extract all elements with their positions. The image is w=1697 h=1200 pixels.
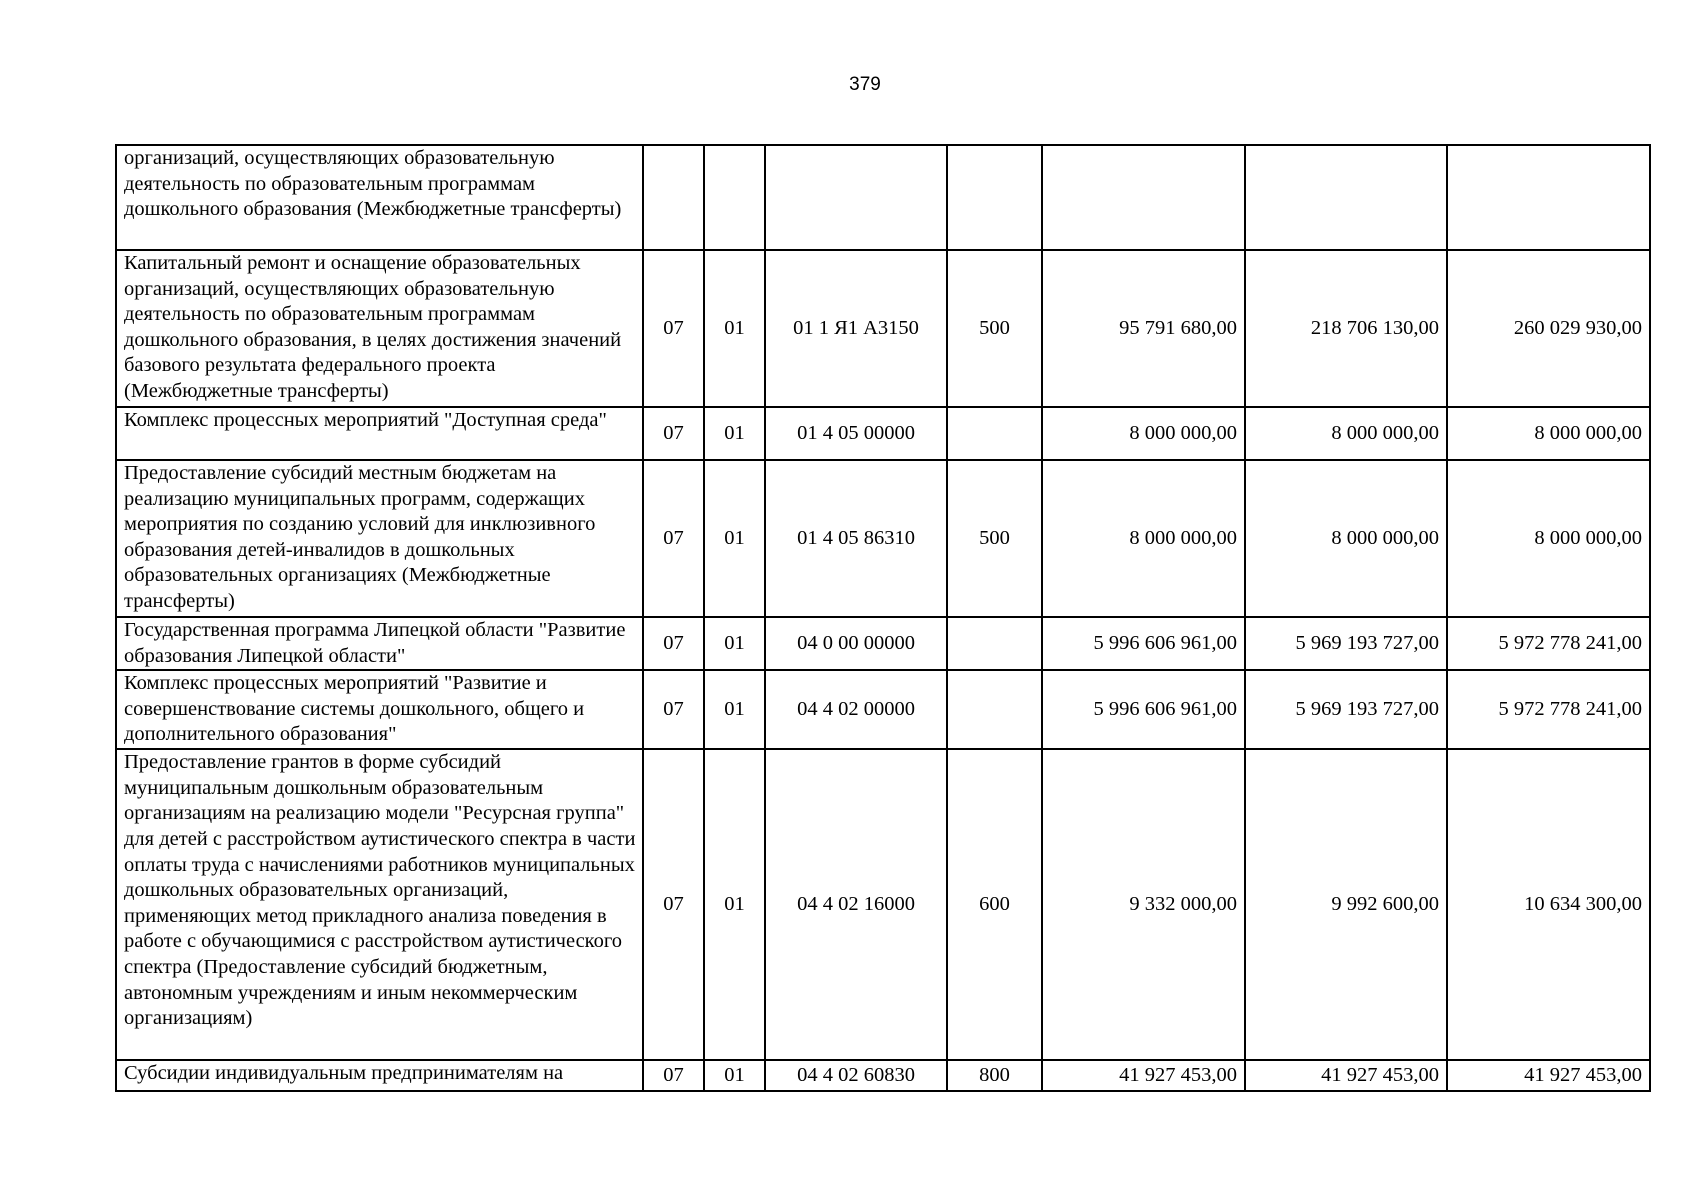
section-code-cell: 07 bbox=[643, 617, 704, 670]
subsection-code-cell: 01 bbox=[704, 1060, 765, 1091]
amount-year-1-cell: 8 000 000,00 bbox=[1042, 407, 1245, 460]
table-row bbox=[116, 145, 1650, 250]
section-code-cell: 07 bbox=[643, 460, 704, 617]
amount-year-2-cell: 5 969 193 727,00 bbox=[1245, 617, 1447, 670]
section-code-cell: 07 bbox=[643, 250, 704, 407]
amount-year-3-cell: 41 927 453,00 bbox=[1447, 1060, 1650, 1091]
amount-year-1-cell: 9 332 000,00 bbox=[1042, 749, 1245, 1060]
target-item-code-cell: 04 4 02 16000 bbox=[765, 749, 947, 1060]
table-row bbox=[116, 250, 1650, 407]
target-item-code-cell: 01 4 05 86310 bbox=[765, 460, 947, 617]
subsection-code-cell: 01 bbox=[704, 250, 765, 407]
expense-type-code-cell bbox=[947, 670, 1042, 749]
amount-year-2-cell: 8 000 000,00 bbox=[1245, 460, 1447, 617]
subsection-code-cell: 01 bbox=[704, 407, 765, 460]
expense-type-code-cell bbox=[947, 617, 1042, 670]
row-name-cell: организаций, осуществляющих образовательную деятельность по образовательным программам дошкольного образования (Межбюджетные трансферты) bbox=[116, 145, 643, 250]
expense-type-code-cell: 500 bbox=[947, 250, 1042, 407]
table-row bbox=[116, 407, 1650, 460]
amount-year-3-cell: 10 634 300,00 bbox=[1447, 749, 1650, 1060]
amount-year-2-cell bbox=[1245, 145, 1447, 250]
expense-type-code-cell: 500 bbox=[947, 460, 1042, 617]
section-code-cell bbox=[643, 145, 704, 250]
amount-year-1-cell bbox=[1042, 145, 1245, 250]
table-row bbox=[116, 749, 1650, 1060]
amount-year-3-cell: 8 000 000,00 bbox=[1447, 407, 1650, 460]
section-code-cell: 07 bbox=[643, 670, 704, 749]
subsection-code-cell bbox=[704, 145, 765, 250]
page-number: 379 bbox=[849, 74, 881, 95]
amount-year-1-cell: 95 791 680,00 bbox=[1042, 250, 1245, 407]
subsection-code-cell: 01 bbox=[704, 460, 765, 617]
row-name-cell: Комплекс процессных мероприятий "Развитие и совершенствование системы дошкольного, общего и дополнительного образования" bbox=[116, 670, 643, 749]
row-name-cell: Субсидии индивидуальным предпринимателям на bbox=[116, 1060, 643, 1091]
row-name-cell: Комплекс процессных мероприятий "Доступная среда" bbox=[116, 407, 643, 460]
section-code-cell: 07 bbox=[643, 749, 704, 1060]
expense-type-code-cell bbox=[947, 145, 1042, 250]
table-row bbox=[116, 670, 1650, 749]
table-row bbox=[116, 1060, 1650, 1091]
expense-type-code-cell bbox=[947, 407, 1042, 460]
amount-year-2-cell: 8 000 000,00 bbox=[1245, 407, 1447, 460]
budget-table bbox=[115, 144, 1651, 1092]
subsection-code-cell: 01 bbox=[704, 749, 765, 1060]
section-code-cell: 07 bbox=[643, 407, 704, 460]
amount-year-1-cell: 8 000 000,00 bbox=[1042, 460, 1245, 617]
amount-year-3-cell: 5 972 778 241,00 bbox=[1447, 617, 1650, 670]
target-item-code-cell: 01 1 Я1 А3150 bbox=[765, 250, 947, 407]
amount-year-2-cell: 5 969 193 727,00 bbox=[1245, 670, 1447, 749]
row-name-cell: Предоставление субсидий местным бюджетам на реализацию муниципальных программ, содержащих мероприятия по созданию условий для инклюзивного образования детей-инвалидов в дошкольных образовательных организациях (Межбюджетные трансферты) bbox=[116, 460, 643, 617]
row-name-cell: Предоставление грантов в форме субсидий муниципальным дошкольным образовательным организациям на реализацию модели "Ресурсная группа" для детей с расстройством аутистического спектра в части оплаты труда с начислениями работников муниципальных дошкольных образовательных организаций, применяющих метод прикладного анализа поведения в работе с обучающимися с расстройством аутистического спектра (Предоставление субсидий бюджетным, автономным учреждениям и иным некоммерческим организациям) bbox=[116, 749, 643, 1060]
table-row bbox=[116, 617, 1650, 670]
target-item-code-cell: 04 4 02 00000 bbox=[765, 670, 947, 749]
amount-year-2-cell: 218 706 130,00 bbox=[1245, 250, 1447, 407]
amount-year-3-cell: 8 000 000,00 bbox=[1447, 460, 1650, 617]
amount-year-3-cell: 5 972 778 241,00 bbox=[1447, 670, 1650, 749]
amount-year-2-cell: 41 927 453,00 bbox=[1245, 1060, 1447, 1091]
amount-year-1-cell: 5 996 606 961,00 bbox=[1042, 617, 1245, 670]
subsection-code-cell: 01 bbox=[704, 617, 765, 670]
subsection-code-cell: 01 bbox=[704, 670, 765, 749]
amount-year-2-cell: 9 992 600,00 bbox=[1245, 749, 1447, 1060]
target-item-code-cell: 01 4 05 00000 bbox=[765, 407, 947, 460]
target-item-code-cell: 04 4 02 60830 bbox=[765, 1060, 947, 1091]
amount-year-1-cell: 41 927 453,00 bbox=[1042, 1060, 1245, 1091]
target-item-code-cell bbox=[765, 145, 947, 250]
amount-year-3-cell: 260 029 930,00 bbox=[1447, 250, 1650, 407]
table-row bbox=[116, 460, 1650, 617]
amount-year-3-cell bbox=[1447, 145, 1650, 250]
target-item-code-cell: 04 0 00 00000 bbox=[765, 617, 947, 670]
row-name-cell: Капитальный ремонт и оснащение образовательных организаций, осуществляющих образовательную деятельность по образовательным программам дошкольного образования, в целях достижения значений базового результата федерального проекта (Межбюджетные трансферты) bbox=[116, 250, 643, 407]
row-name-cell: Государственная программа Липецкой области "Развитие образования Липецкой области" bbox=[116, 617, 643, 670]
amount-year-1-cell: 5 996 606 961,00 bbox=[1042, 670, 1245, 749]
expense-type-code-cell: 600 bbox=[947, 749, 1042, 1060]
section-code-cell: 07 bbox=[643, 1060, 704, 1091]
expense-type-code-cell: 800 bbox=[947, 1060, 1042, 1091]
